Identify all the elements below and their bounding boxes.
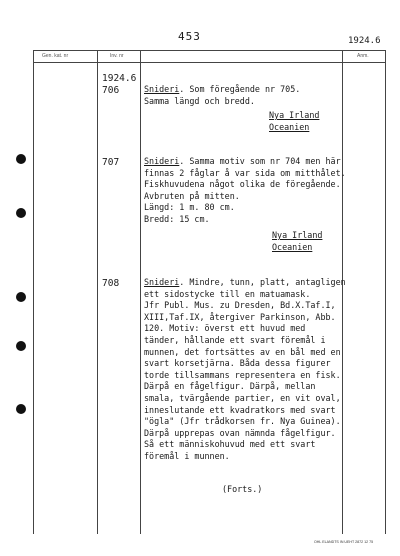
table-right-rule [385, 50, 386, 534]
locality-island: Nya Irland [269, 110, 320, 120]
corner-year: 1924.6 [348, 36, 381, 46]
entry-text: Snideri. Samma motiv som nr 704 men här finnas 2 fåglar å var sida om mitthålet. Fiskhuvudena något olika de föregående. Avbruten på mitten. Längd: 1 m. 80 cm. Bredd: 15 cm. [144, 156, 346, 224]
locality-region: Oceanien [269, 122, 310, 132]
header-rule [33, 62, 385, 63]
column-divider-inv [140, 50, 141, 534]
entry-title: Snideri [144, 156, 180, 166]
column-divider-gen [97, 50, 98, 534]
page-number: 453 [178, 30, 201, 43]
locality-region: Oceanien [272, 242, 313, 252]
header-inv-nr: Inv. nr [110, 53, 124, 59]
punch-hole [16, 404, 26, 414]
header-anm: Anm. [357, 53, 369, 59]
punch-hole [16, 208, 26, 218]
table-top-rule [33, 50, 385, 51]
locality-island: Nya Irland [272, 230, 323, 240]
entry-number: 706 [102, 85, 120, 96]
entry-title: Snideri [144, 277, 180, 287]
punch-hole [16, 341, 26, 351]
punch-hole [16, 292, 26, 302]
entry-number: 707 [102, 157, 120, 168]
punch-hole [16, 154, 26, 164]
continued-note: (Forts.) [222, 484, 263, 494]
entry-text: Snideri. Mindre, tunn, platt, antagligen ett sidostycke till en matuamask. Jfr Publ. Mus. zu Dresden, Bd.X.Taf.I, XIII,Taf.IX, återgiver Parkinson, Abb. 120. Motiv: överst ett huvud med tänder, hållande ett svart föremål i munnen, det fortsättes av en bål med en svart korsetjärna. Båda dessa figurer torde tillsammans representera en fisk. Därpå en fågelfigur. Därpå, mellan smala, tvärgående partier, en vit oval, inneslutande ett kvadratkors med svart "ögla" (Jfr trådkorsen fr. Nya Guinea). Därpå upprepas ovan nämnda fågelfigur. Så ett människohuvud med ett svart föremål i munnen. [144, 277, 346, 461]
entry-title: Snideri [144, 84, 180, 94]
year-mark: 1924.6 [102, 73, 137, 84]
printer-mark: OHL ELANDTS IN UEHT 2872 12 75 [314, 540, 374, 544]
entry-number: 708 [102, 278, 120, 289]
entry-text: Snideri. Som föregående nr 705. Samma längd och bredd. [144, 84, 301, 106]
header-gen-kat-nr: Gen. kat. nr [42, 53, 69, 59]
table-left-rule [33, 50, 34, 534]
